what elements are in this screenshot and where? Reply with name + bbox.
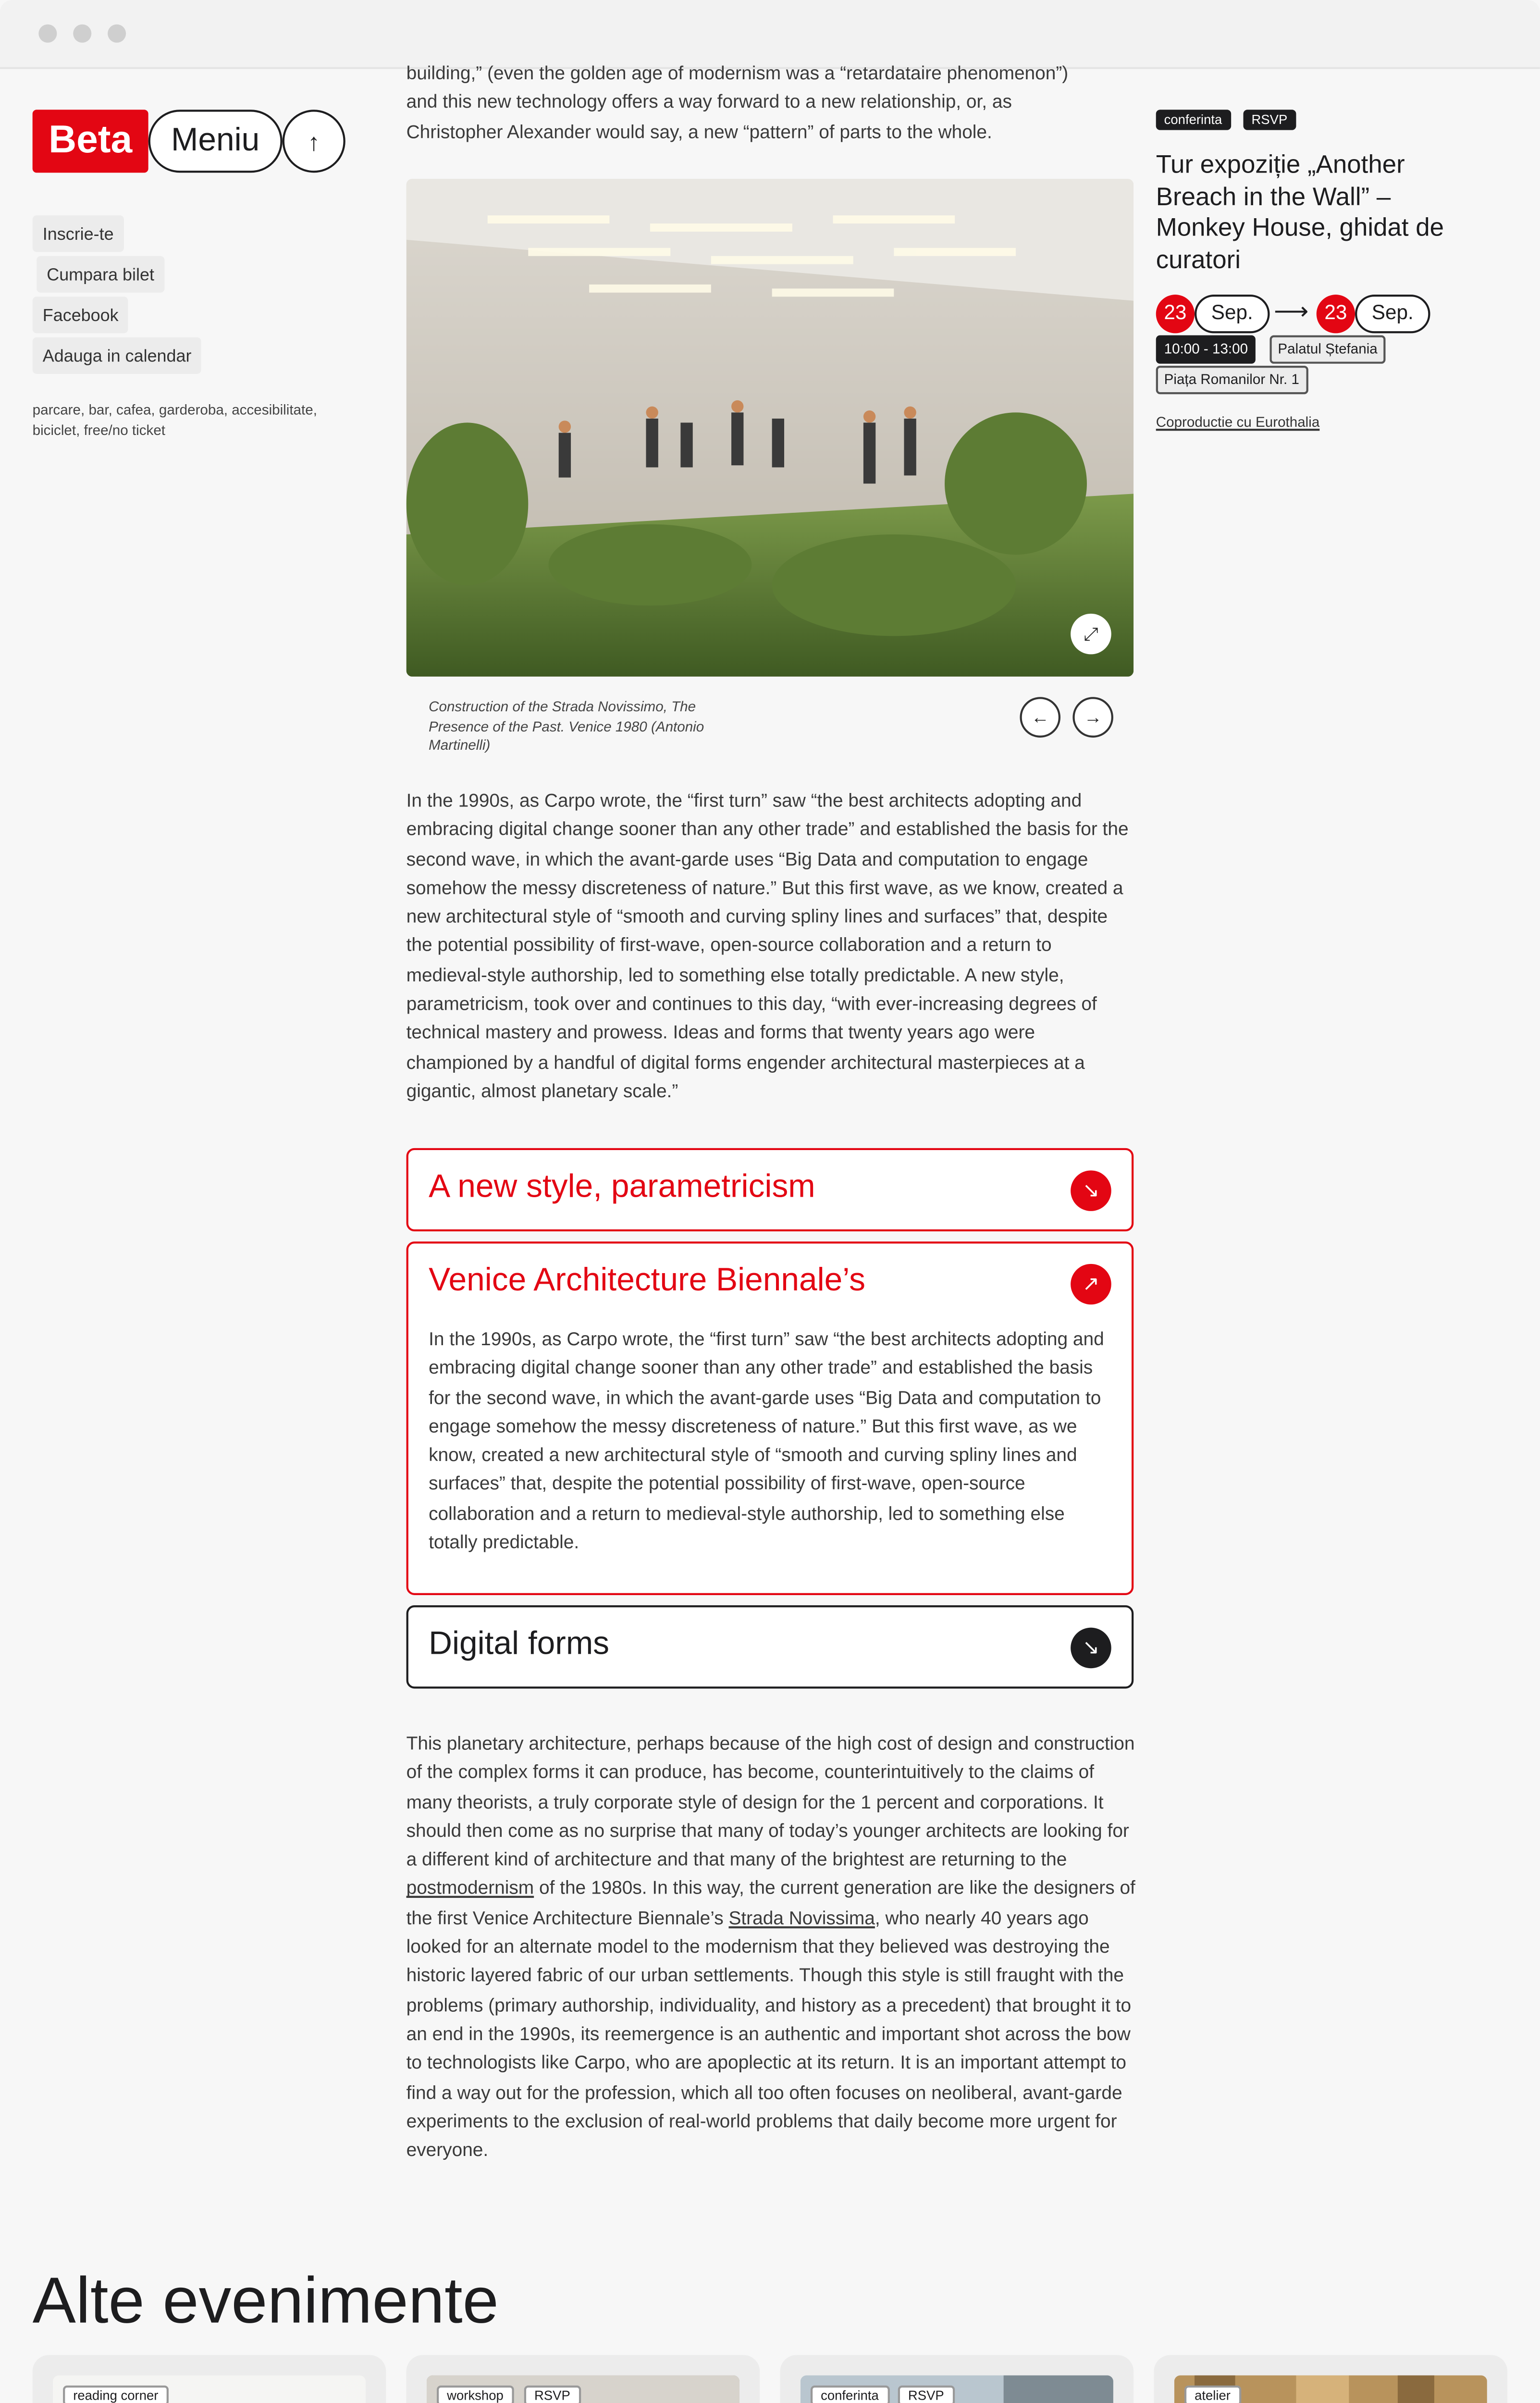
card-tag: RSVP bbox=[898, 2386, 954, 2403]
accordion-item-parametricism[interactable] bbox=[407, 1148, 1134, 1231]
event-card[interactable] bbox=[1154, 2355, 1508, 2403]
arrow-up-right-icon[interactable]: ↗ bbox=[1071, 1264, 1111, 1305]
card-tag: atelier bbox=[1184, 2386, 1241, 2403]
card-tag: reading corner bbox=[63, 2386, 169, 2403]
arrow-down-right-icon[interactable]: ↘ bbox=[1071, 1628, 1111, 1669]
event-time: 10:00 - 13:00 bbox=[1156, 335, 1256, 364]
expand-icon[interactable]: ⤢ bbox=[1071, 614, 1111, 655]
event-address: Piața Romanilor Nr. 1 bbox=[1156, 366, 1307, 394]
strada-novissima-link[interactable]: Strada Novissima bbox=[728, 1908, 875, 1928]
accordion-title: A new style, parametricism bbox=[429, 1170, 815, 1205]
accordion-title: Venice Architecture Biennale’s bbox=[429, 1263, 865, 1299]
postmodernism-link[interactable]: postmodernism bbox=[406, 1878, 534, 1899]
arrow-down-right-icon[interactable]: ↘ bbox=[1071, 1170, 1111, 1211]
window-minimize-dot[interactable] bbox=[73, 25, 91, 43]
menu-button[interactable]: Meniu bbox=[148, 110, 283, 173]
window-close-dot[interactable] bbox=[38, 25, 57, 43]
event-card[interactable] bbox=[33, 2355, 386, 2403]
start-day: 23 bbox=[1156, 295, 1195, 333]
accordion-title: Digital forms bbox=[429, 1627, 610, 1662]
event-card[interactable] bbox=[780, 2355, 1134, 2403]
start-month: Sep. bbox=[1195, 295, 1269, 333]
add-calendar-chip[interactable]: Adauga in calendar bbox=[33, 337, 202, 374]
buy-ticket-chip[interactable]: Cumpara bilet bbox=[37, 256, 164, 293]
amenities-text: parcare, bar, cafea, garderoba, accesibilitate, biciclet, free/no ticket bbox=[32, 404, 317, 439]
signup-chip[interactable]: Inscrie-te bbox=[33, 215, 124, 252]
prev-image-icon[interactable]: ← bbox=[1020, 697, 1060, 738]
hero-caption: Construction of the Strada Novissimo, The Presence of the Past. Venice 1980 (Antonio Martinelli) bbox=[429, 701, 704, 755]
card-tag: workshop bbox=[437, 2386, 514, 2403]
window-maximize-dot[interactable] bbox=[108, 25, 126, 43]
accordion-body: In the 1990s, as Carpo wrote, the “first turn” saw “the best architects adopting and embracing digital change sooner than any other trade” and established the basis for the second wave, in which the avant-garde uses “Big Data and computation to engage somehow the messy discreteness of nature.” But this first wave, as we know, created a new architectural style of “smooth and curving spliny lines and surfaces” that, despite the potential possibility of first-wave, open-source collaboration and a return to medieval-style authorship, led to something else totally predictable. bbox=[429, 1329, 1104, 1553]
accordion-item-digital-forms[interactable] bbox=[407, 1605, 1134, 1688]
event-tag: conferinta bbox=[1156, 110, 1231, 130]
card-tag: conferinta bbox=[811, 2386, 889, 2403]
card-tag: RSVP bbox=[524, 2386, 580, 2403]
beta-logo[interactable]: Beta bbox=[33, 110, 148, 173]
event-tag: RSVP bbox=[1244, 110, 1296, 130]
end-month: Sep. bbox=[1355, 295, 1430, 333]
event-place: Palatul Ștefania bbox=[1270, 335, 1386, 364]
next-image-icon[interactable]: → bbox=[1072, 697, 1113, 738]
paragraph-2: This planetary architecture, perhaps because of the high cost of design and construction of the complex forms it can produce, has become, counterintuitively to the claims of many theorists, a truly corporate style of design for the 1 percent and corporations. It should then come as no surprise that many of today’s younger architects are looking for a different kind of architecture and that many of the brightest are returning to the postmodernism of the 1980s. In this way, the current generation are like the designers of the first Venice Architecture Biennale’s Strada Novissima, who nearly 40 years ago looked for an alternate model to the modernism that they believed was destroying the historic layered fabric of our urban settlements. Though this style is still fraught with the problems (primary authorship, individuality, and history as a precedent) that brought it to an end in the 1990s, its reemergence is an authentic and important shot across the bow to technologists like Carpo, who are apoplectic at its return. It is an important attempt to find a way out for the profession, which all too often focuses on neoliberal, avant-garde experiments to the exclusion of real-world problems that daily become more urgent for everyone. bbox=[406, 1733, 1135, 2161]
accordion-item-biennale[interactable] bbox=[407, 1241, 1134, 1595]
coproduction-link[interactable]: Coproductie cu Eurothalia bbox=[1156, 416, 1320, 431]
paragraph-1: In the 1990s, as Carpo wrote, the “first turn” saw “the best architects adopting and embracing digital change sooner than any other trade” and established the basis for the second wave, in which the avant-garde uses “Big Data and computation to engage somehow the messy discreteness of nature.” But this first wave, as we know, created a new architectural style of “smooth and curving spliny lines and surfaces” that, despite the potential possibility of first-wave, open-source collaboration and a return to medieval-style authorship, led to something else totally predictable. A new style, parametricism, took over and continues to this day, “with ever-increasing degrees of technical mastery and prowess. Ideas and forms that twenty years ago were championed by a handful of digital forms engender architectural masterpieces at a gigantic, almost planetary scale.” bbox=[406, 790, 1129, 1102]
arrow-right-icon: ⟶ bbox=[1273, 297, 1309, 325]
scroll-top-icon[interactable]: ↑ bbox=[283, 110, 345, 173]
end-day: 23 bbox=[1317, 295, 1355, 333]
event-card[interactable] bbox=[407, 2355, 760, 2403]
sidebar-event-title[interactable]: Tur expoziție „Another Breach in the Wall” – Monkey House, ghidat de curatori bbox=[1156, 150, 1444, 273]
intro-paragraph: building,” (even the golden age of modernism was a “retardataire phenomenon”) and this new technology offers a way forward to a new relationship, or, as Christopher Alexander would say, a new “pattern” of parts to the whole. bbox=[406, 63, 1069, 142]
facebook-chip[interactable]: Facebook bbox=[33, 297, 129, 333]
section-title: Alte evenimente bbox=[32, 2263, 499, 2337]
hero-image bbox=[407, 179, 1134, 677]
